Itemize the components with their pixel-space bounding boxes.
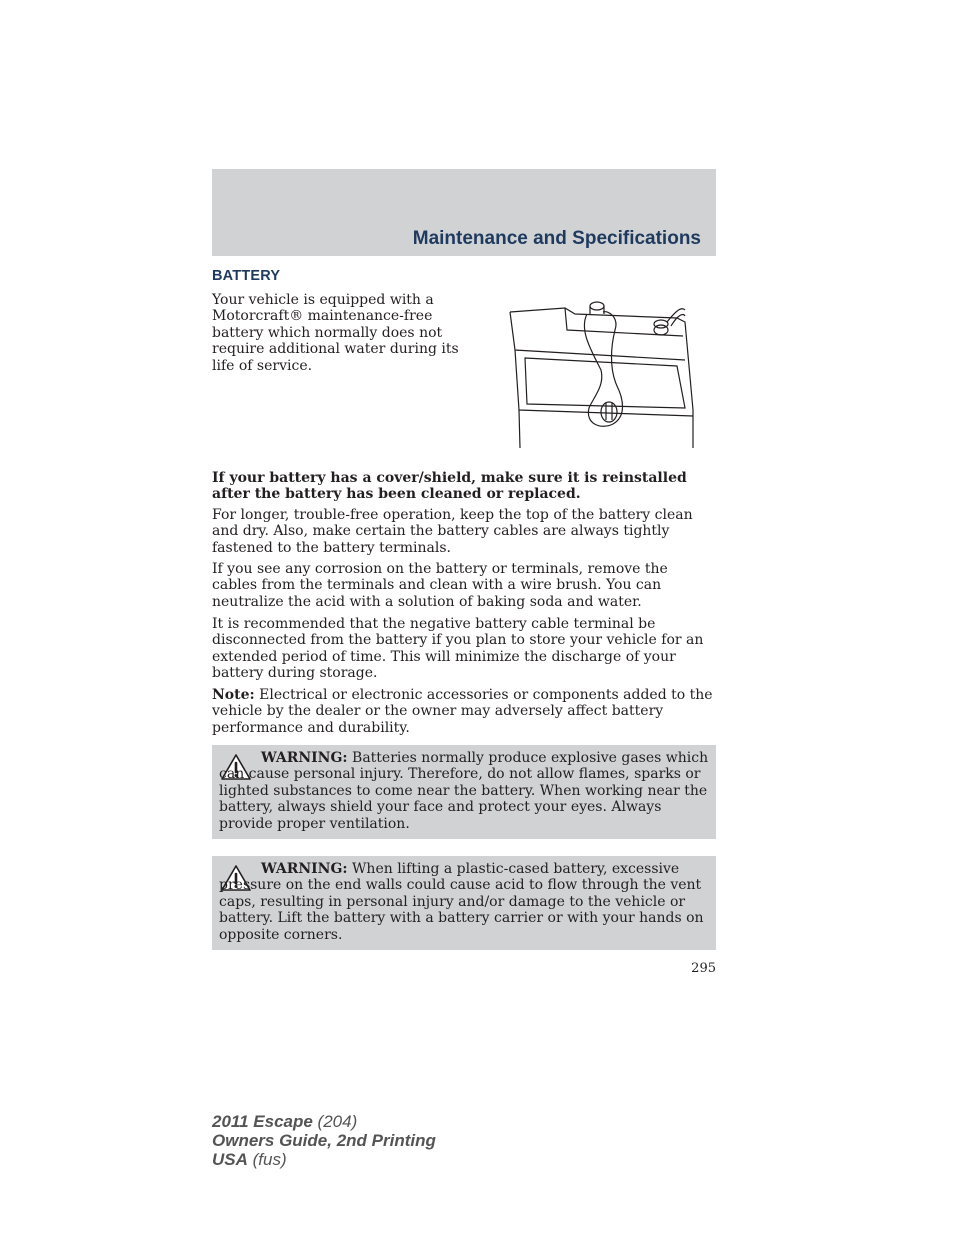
intro-paragraph: Your vehicle is equipped with a Motorcraft® maintenance-free battery which normally does not require additional water during its life of service. (212, 292, 459, 374)
footer-edition-info (212, 1112, 436, 1169)
warning-box-lifting-battery (212, 856, 716, 950)
note-text: Electrical or electronic accessories or components added to the vehicle by the dealer or the owner may adversely affect battery performance and durability. (212, 687, 713, 736)
cover-shield-notice: If your battery has a cover/shield, make sure it is reinstalled after the battery has been cleaned or replaced. (212, 470, 687, 503)
warning-label: WARNING: (261, 750, 348, 766)
footer-line-guide: Owners Guide, 2nd Printing (212, 1131, 436, 1150)
footer-line-market: USA (fus) (212, 1150, 287, 1169)
note-paragraph (212, 687, 716, 736)
battery-illustration (505, 290, 705, 450)
paragraph-cleaning: For longer, trouble-free operation, keep the top of the battery clean and dry. Also, make certain the battery cables are always tightly fastened to the battery terminals. (212, 507, 693, 556)
section-heading: BATTERY (212, 268, 281, 284)
warning-text: WARNING: Batteries normally produce explosive gases which can cause personal injury. Therefore, do not allow flames, sparks or lighted substances to come near the battery. When working near the battery, always shield your face and protect your eyes. Always provide proper ventilation. (219, 750, 709, 832)
paragraph-corrosion: If you see any corrosion on the battery or terminals, remove the cables from the terminals and clean with a wire brush. You can neutralize the acid with a solution of baking soda and water. (212, 561, 668, 610)
warning-label: WARNING: (261, 861, 348, 877)
chapter-title: Maintenance and Specifications (412, 228, 701, 249)
paragraph-storage: It is recommended that the negative battery cable terminal be disconnected from the battery if you plan to store your vehicle for an extended period of time. This will minimize the discharge of your battery during storage. (212, 616, 704, 682)
footer-line-model: 2011 Escape (204) (212, 1112, 358, 1131)
page-number: 295 (691, 961, 716, 976)
warning-text: WARNING: When lifting a plastic-cased battery, excessive pressure on the end walls could cause acid to flow through the vent caps, resulting in personal injury and/or damage to the vehicle or battery. Lift the battery with a battery carrier or with your hands on opposite corners. (219, 861, 704, 943)
header-band (212, 169, 716, 256)
note-label: Note: (212, 687, 255, 703)
warning-box-explosive-gases (212, 745, 716, 839)
